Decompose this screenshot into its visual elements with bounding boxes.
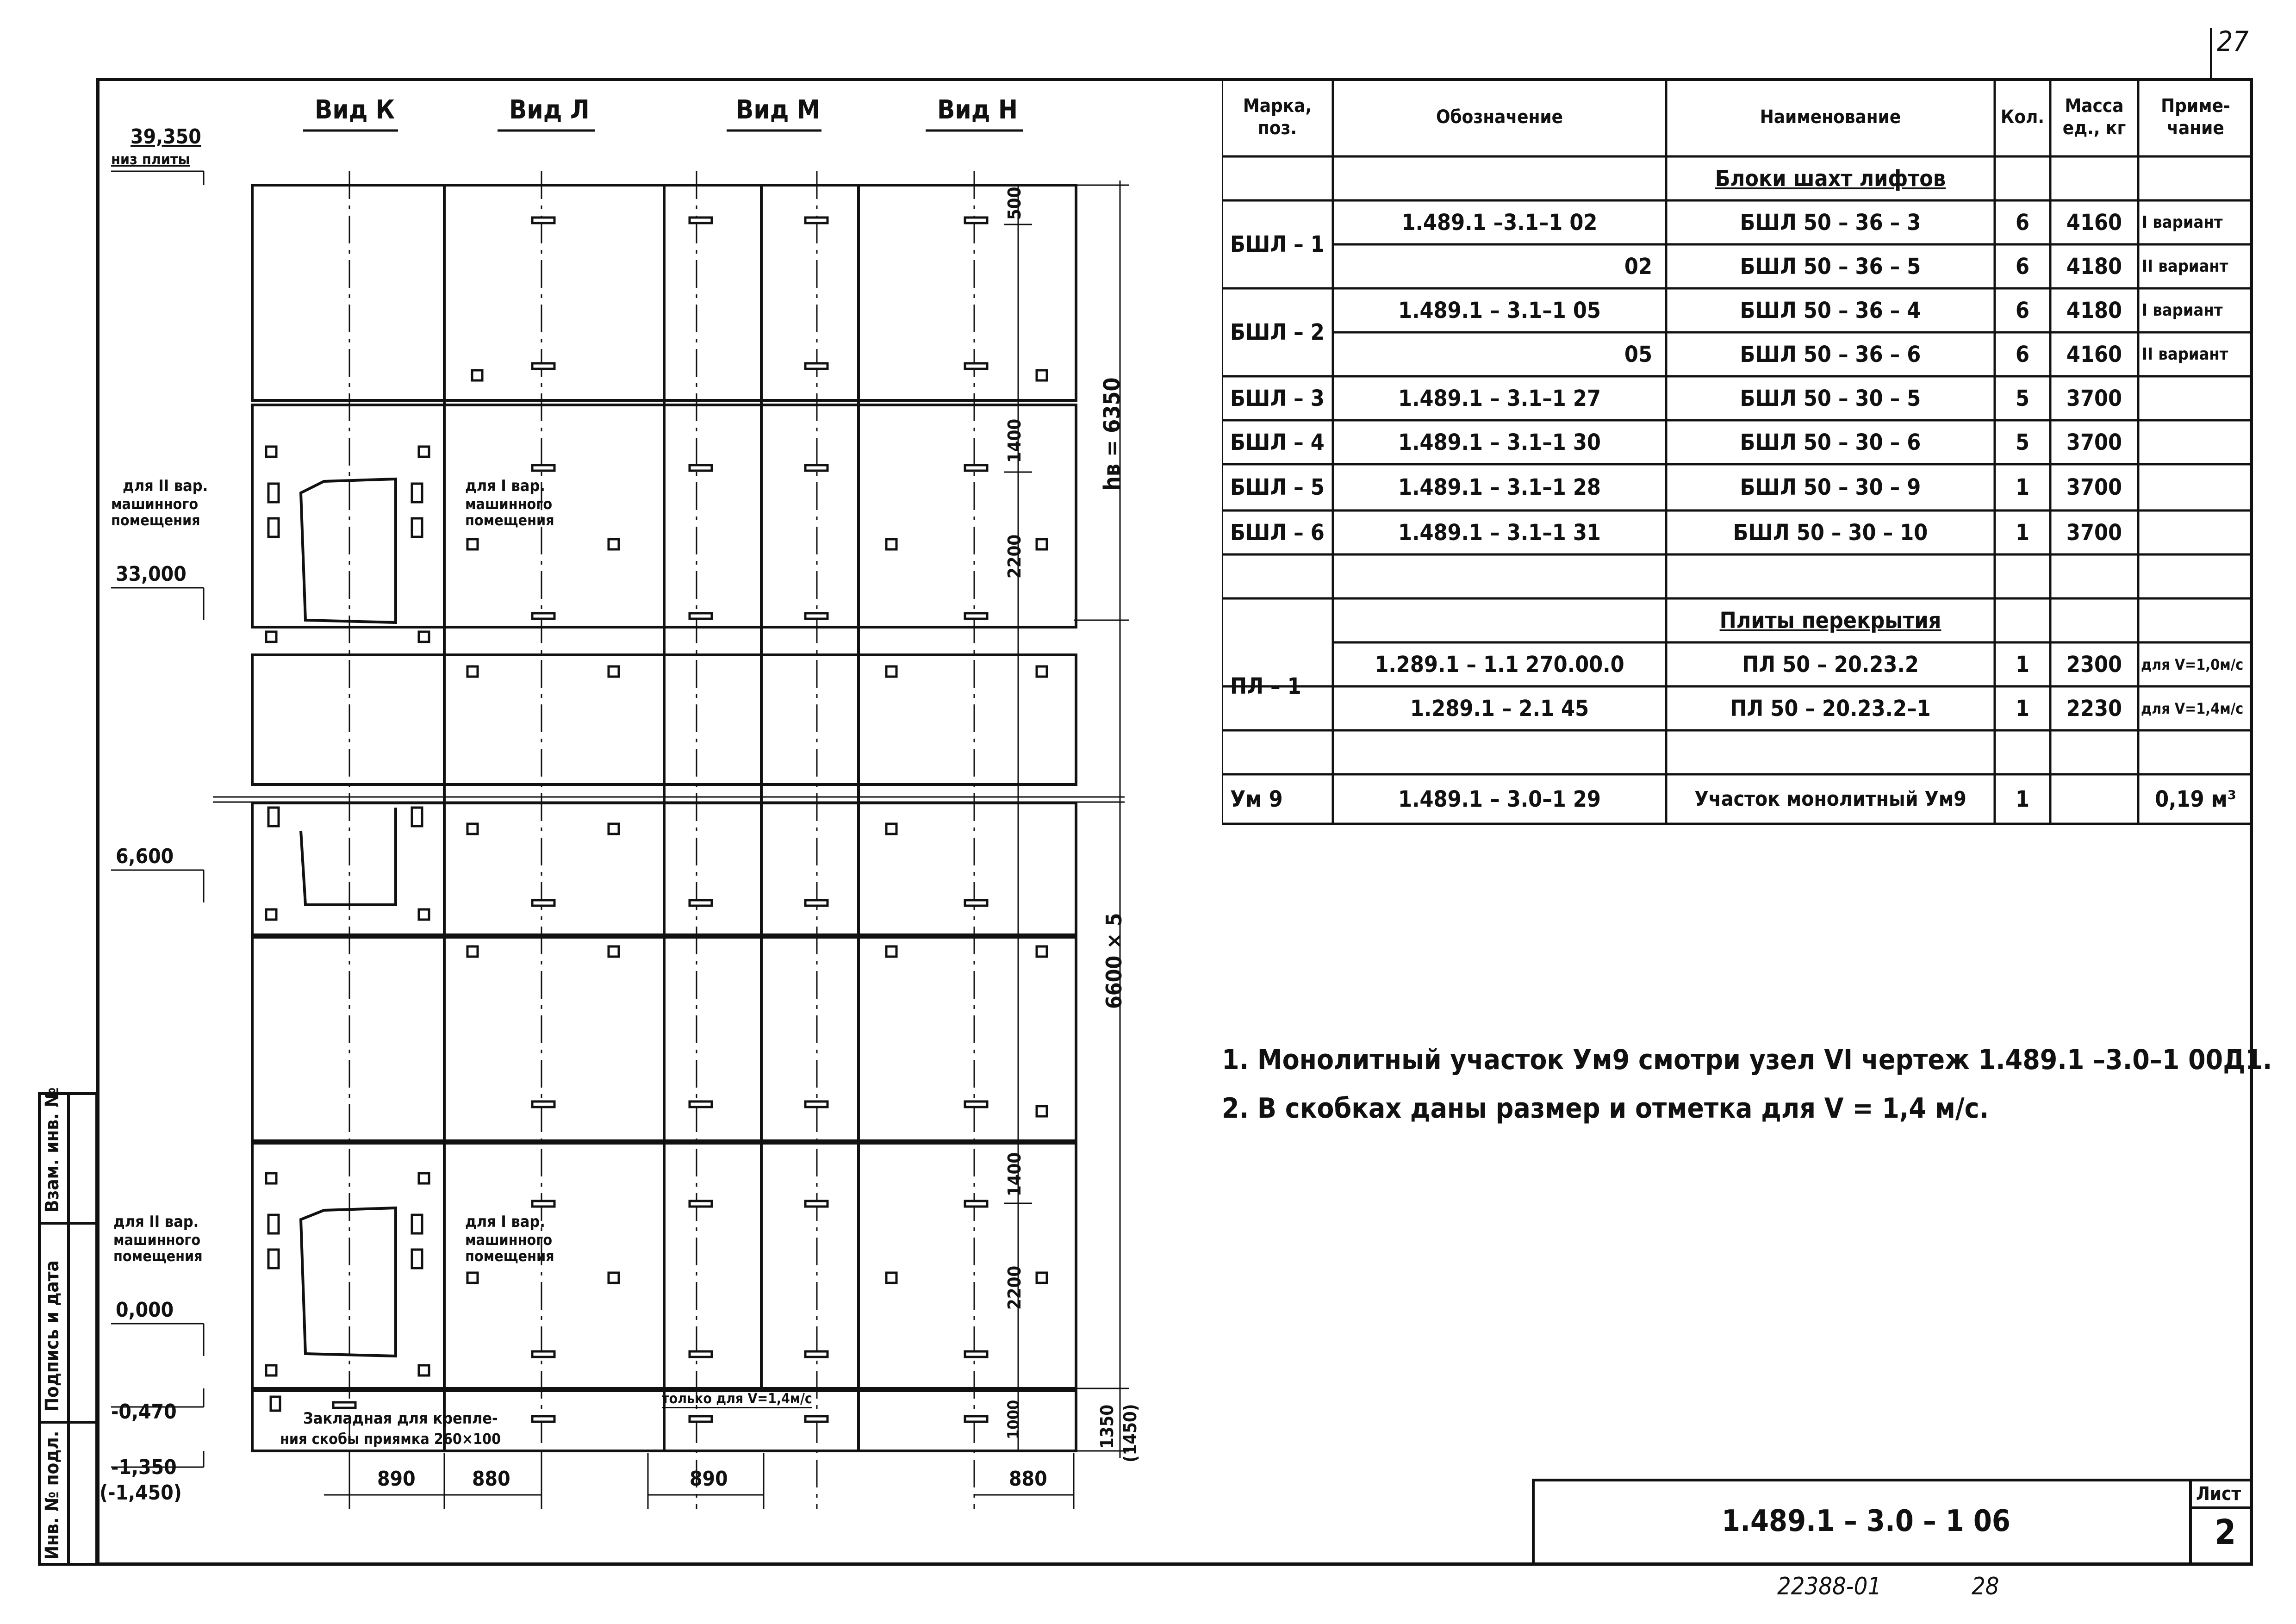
stamp-sheet-label: Лист <box>2196 1483 2241 1505</box>
row-4-note: II вариант <box>2142 345 2228 364</box>
elevation-0000: 0,000 <box>116 1298 174 1322</box>
row-7-mark: БШЛ – 5 <box>1230 474 1325 500</box>
row-10-designation: 1.289.1 – 2.1 45 <box>1410 695 1589 722</box>
elevation-m0470: -0,470 <box>111 1400 177 1424</box>
row-11-name: Участок монолитный Ум9 <box>1694 787 1966 811</box>
dimension-pit: 1350 <box>1097 1404 1117 1449</box>
sheet-corner-number: 27 <box>2217 25 2249 58</box>
row-11-mass <box>2050 774 2138 824</box>
row-9-note: для V=1,0м/с <box>2141 655 2244 673</box>
dimension-890-left: 890 <box>377 1467 416 1491</box>
row-4-mass: 4160 <box>2066 341 2122 367</box>
row-3-note: I вариант <box>2142 301 2223 320</box>
elevation-slab-bottom: 39,350 <box>131 125 201 149</box>
row-1-mass: 4160 <box>2066 209 2122 236</box>
row-4-designation: 05 <box>1624 341 1652 367</box>
row-6-mass: 3700 <box>2066 429 2122 455</box>
row-5-designation: 1.489.1 – 3.1–1 27 <box>1398 385 1601 411</box>
row-8-mark: БШЛ – 6 <box>1230 519 1325 546</box>
view-m-label: Вид М <box>736 95 821 125</box>
elevation-slab-bottom-label: низ плиты <box>111 150 190 168</box>
section-blocks: Блоки шахт лифтов <box>1715 165 1946 192</box>
row-7-qty: 1 <box>2015 474 2030 500</box>
row-6-designation: 1.489.1 – 3.1–1 30 <box>1398 429 1601 455</box>
row-3-mass: 4180 <box>2066 297 2122 324</box>
dimension-890-right: 890 <box>690 1467 728 1491</box>
row-2-mass: 4180 <box>2066 253 2122 280</box>
dimension-1400-top: 1400 <box>1004 418 1025 463</box>
row-11-mark: Ум 9 <box>1230 786 1283 812</box>
annotation-machine-room-2a: помещения <box>111 511 200 529</box>
row-1-note: I вариант <box>2142 213 2223 232</box>
row-9-mass: 2300 <box>2066 651 2122 678</box>
side-stamp-inv-repl: Взам. инв. № <box>42 1087 63 1213</box>
annotation-machine-room-2b: помещения <box>465 511 554 529</box>
row-9-designation: 1.289.1 – 1.1 270.00.0 <box>1375 651 1624 678</box>
row-6-mark: БШЛ – 4 <box>1230 429 1325 455</box>
spec-table <box>1222 78 2253 828</box>
annotation-var1-top: для I вар. <box>465 477 545 495</box>
dimension-500: 500 <box>1004 187 1025 220</box>
row-2-designation: 02 <box>1624 253 1652 280</box>
bottom-page: 28 <box>1972 1573 1999 1600</box>
row-6-qty: 5 <box>2015 429 2030 455</box>
annotation-machine-room-1a: машинного <box>111 495 199 513</box>
row-11-designation: 1.489.1 – 3.0–1 29 <box>1398 786 1601 812</box>
row-8-designation: 1.489.1 – 3.1–1 31 <box>1398 519 1601 546</box>
elevation-6600: 6,600 <box>116 845 174 868</box>
annotation-machine-room-2c: помещения <box>113 1247 203 1265</box>
section-slabs: Плиты перекрытия <box>1719 607 1941 634</box>
view-l-label: Вид Л <box>509 95 590 125</box>
row-3-designation: 1.489.1 – 3.1–1 05 <box>1398 297 1601 324</box>
dimension-1000: 1000 <box>1004 1400 1023 1439</box>
dimension-880-right: 880 <box>1009 1467 1047 1491</box>
row-4-qty: 6 <box>2015 341 2030 367</box>
dimension-2200-bottom: 2200 <box>1004 1265 1025 1310</box>
note-1: 1. Монолитный участок Ум9 смотри узел VI чертеж 1.489.1 –3.0–1 00Д1. <box>1222 1044 2272 1076</box>
row-1-name: БШЛ 50 – 36 – 3 <box>1740 209 1921 236</box>
col-header-note: Приме- чание <box>2161 95 2230 139</box>
row-11-qty: 1 <box>2015 786 2030 812</box>
annotation-machine-room-1d: машинного <box>465 1231 553 1249</box>
row-5-name: БШЛ 50 – 30 – 5 <box>1740 385 1921 411</box>
stamp-sheet-number: 2 <box>2215 1512 2236 1552</box>
side-stamp-inv-orig: Инв. № подл. <box>42 1431 63 1560</box>
stamp-code: 1.489.1 – 3.0 – 1 06 <box>1722 1504 2010 1538</box>
dimension-floors: 6600 × 5 <box>1101 913 1126 1009</box>
col-header-mass: Масса ед., кг <box>2062 95 2126 139</box>
bottom-code: 22388-01 <box>1777 1573 1882 1600</box>
dimension-880-left: 880 <box>472 1467 510 1491</box>
row-10-mass: 2230 <box>2066 695 2122 722</box>
dimension-2200-top: 2200 <box>1004 534 1025 579</box>
row-4-name: БШЛ 50 – 36 – 6 <box>1740 341 1921 367</box>
annotation-var1-bottom: для I вар. <box>465 1213 545 1231</box>
row-11-note: 0,19 м³ <box>2155 786 2236 812</box>
row-3-qty: 6 <box>2015 297 2030 324</box>
row-7-mass: 3700 <box>2066 474 2122 500</box>
row-8-name: БШЛ 50 – 30 – 10 <box>1733 519 1928 546</box>
annotation-machine-room-1b: машинного <box>465 495 553 513</box>
row-3-name: БШЛ 50 – 36 – 4 <box>1740 297 1921 324</box>
view-k-label: Вид К <box>315 95 395 125</box>
annotation-embedded-2: ния скобы приямка 260×100 <box>280 1430 501 1448</box>
row-10-note: для V=1,4м/с <box>2141 699 2244 717</box>
note-2: 2. В скобках даны размер и отметка для V = 1,4 м/с. <box>1222 1092 1989 1125</box>
row-1-qty: 6 <box>2015 209 2030 236</box>
row-7-name: БШЛ 50 – 30 – 9 <box>1740 474 1921 500</box>
row-2-name: БШЛ 50 – 36 – 5 <box>1740 253 1921 280</box>
elevation-33000: 33,000 <box>116 562 187 586</box>
row-9-name: ПЛ 50 – 20.23.2 <box>1742 651 1919 678</box>
annotation-only-for: только для V=1,4м/с <box>662 1391 812 1408</box>
row-5-qty: 5 <box>2015 385 2030 411</box>
row-3-mark: БШЛ – 2 <box>1230 319 1325 345</box>
row-9-mark: ПЛ – 1 <box>1230 673 1301 699</box>
row-10-qty: 1 <box>2015 695 2030 722</box>
annotation-machine-room-1c: машинного <box>113 1231 201 1249</box>
annotation-var2-top: для II вар. <box>123 477 208 495</box>
row-9-qty: 1 <box>2015 651 2030 678</box>
dimension-hb: hв = 6350 <box>1099 377 1125 491</box>
sheet-corner-tick <box>2210 28 2212 79</box>
title-stamp-sheet-line <box>2189 1506 2253 1509</box>
col-header-qty: Кол. <box>2000 106 2045 128</box>
annotation-embedded-1: Закладная для крепле- <box>303 1409 498 1428</box>
row-5-mass: 3700 <box>2066 385 2122 411</box>
col-header-designation: Обозначение <box>1436 106 1563 128</box>
row-10-name: ПЛ 50 – 20.23.2–1 <box>1730 695 1931 722</box>
annotation-var2-bottom: для II вар. <box>113 1213 199 1231</box>
row-1-designation: 1.489.1 –3.1–1 02 <box>1401 209 1598 236</box>
view-n-label: Вид Н <box>937 95 1018 125</box>
row-6-name: БШЛ 50 – 30 – 6 <box>1740 429 1921 455</box>
side-stamp-sign-date: Подпись и дата <box>42 1260 63 1412</box>
elevation-m1350: -1,350 <box>111 1456 177 1479</box>
row-5-mark: БШЛ – 3 <box>1230 385 1325 411</box>
row-8-qty: 1 <box>2015 519 2030 546</box>
row-8-mass: 3700 <box>2066 519 2122 546</box>
col-header-mark: Марка, поз. <box>1243 95 1312 139</box>
col-header-name: Наименование <box>1760 106 1901 128</box>
row-2-note: II вариант <box>2142 257 2228 276</box>
row-2-qty: 6 <box>2015 253 2030 280</box>
annotation-machine-room-2d: помещения <box>465 1247 554 1265</box>
title-stamp-split <box>2189 1479 2192 1566</box>
row-7-designation: 1.489.1 – 3.1–1 28 <box>1398 474 1601 500</box>
elevation-m1450: (-1,450) <box>100 1481 182 1505</box>
row-1-mark: БШЛ – 1 <box>1230 231 1325 257</box>
dimension-1400-bottom: 1400 <box>1004 1152 1025 1196</box>
dimension-pit-alt: (1450) <box>1120 1404 1140 1462</box>
